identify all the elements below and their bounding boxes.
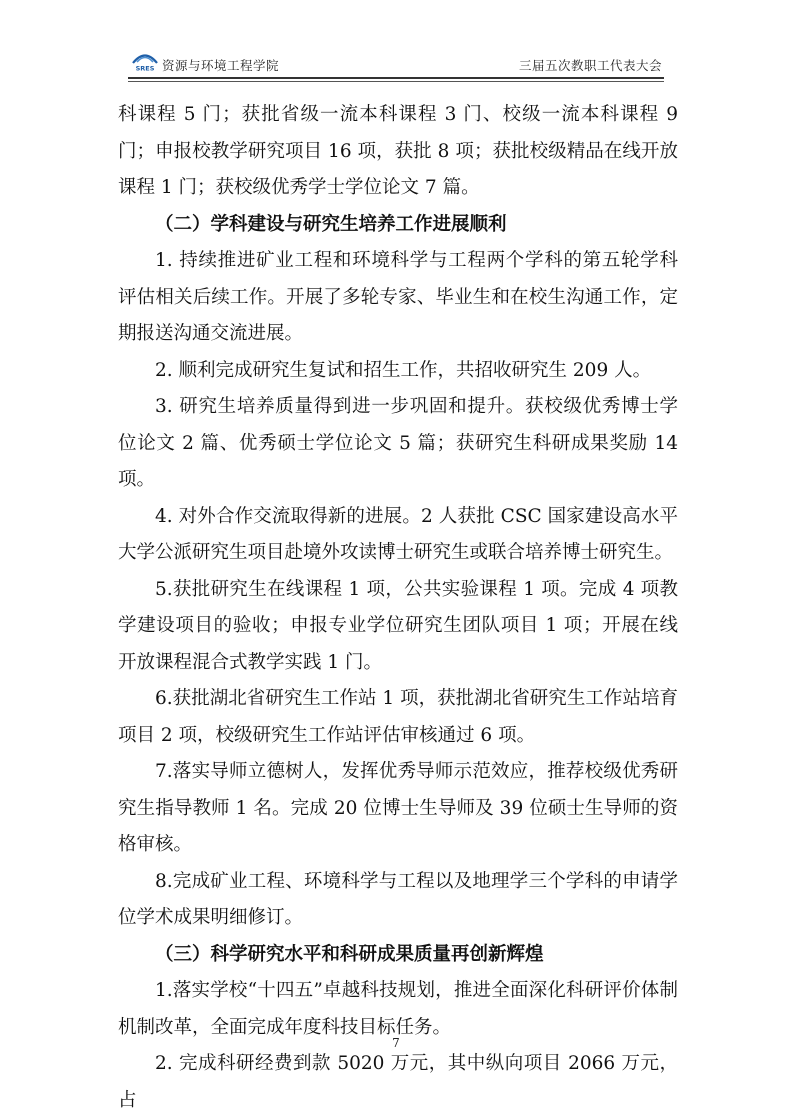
- page-number: 7: [392, 1036, 400, 1050]
- body-paragraph: 3. 研究生培养质量得到进一步巩固和提升。获校级优秀博士学位论文 2 篇、优秀硕士学位论文 5 篇；获研究生科研成果奖励 14 项。: [118, 396, 678, 490]
- header-rule-thin: [128, 81, 664, 82]
- body-paragraph: 2. 完成科研经费到款 5020 万元，其中纵向项目 2066 万元，占: [118, 1053, 678, 1111]
- header-institution: 资源与环境工程学院: [162, 58, 280, 73]
- header-rule: [128, 77, 664, 79]
- page-header: [128, 48, 664, 76]
- body-paragraph: 5.获批研究生在线课程 1 项，公共实验课程 1 项。完成 4 项教学建设项目的验收；申报专业学位研究生团队项目 1 项；开展在线开放课程混合式教学实践 1 门。: [118, 578, 678, 673]
- section-heading: （二）学科建设与研究生培养工作进展顺利: [155, 213, 507, 235]
- body-paragraph: 2. 顺利完成研究生复试和招生工作，共招收研究生 209 人。: [155, 359, 652, 381]
- document-body: [118, 97, 678, 1119]
- school-logo-icon: [130, 50, 160, 72]
- header-meeting-title: 三届五次教职工代表大会: [518, 58, 662, 73]
- body-paragraph: 1. 持续推进矿业工程和环境科学与工程两个学科的第五轮学科评估相关后续工作。开展了多轮专家、毕业生和在校生沟通工作，定期报送沟通交流进展。: [118, 250, 678, 344]
- body-paragraph: 科课程 5 门；获批省级一流本科课程 3 门、校级一流本科课程 9 门；申报校教学研究项目 16 项，获批 8 项；获批校级精品在线开放课程 1 门；获校级优秀学士学位论文 7 篇。: [118, 104, 678, 198]
- body-paragraph: 8.完成矿业工程、环境科学与工程以及地理学三个学科的申请学位学术成果明细修订。: [118, 870, 678, 928]
- body-paragraph: 4. 对外合作交流取得新的进展。2 人获批 CSC 国家建设高水平大学公派研究生项目赴境外攻读博士研究生或联合培养博士研究生。: [118, 505, 678, 563]
- body-paragraph: 6.获批湖北省研究生工作站 1 项，获批湖北省研究生工作站培育项目 2 项，校级研究生工作站评估审核通过 6 项。: [118, 688, 678, 746]
- svg-text:SRES: SRES: [135, 64, 155, 72]
- body-paragraph: 1.落实学校“十四五”卓越科技规划，推进全面深化科研评价体制机制改革，全面完成年度科技目标任务。: [118, 980, 678, 1038]
- section-heading: （三）科学研究水平和科研成果质量再创新辉煌: [155, 943, 544, 965]
- body-paragraph: 7.落实导师立德树人，发挥优秀导师示范效应，推荐校级优秀研究生指导教师 1 名。完成 20 位博士生导师及 39 位硕士生导师的资格审核。: [118, 761, 678, 855]
